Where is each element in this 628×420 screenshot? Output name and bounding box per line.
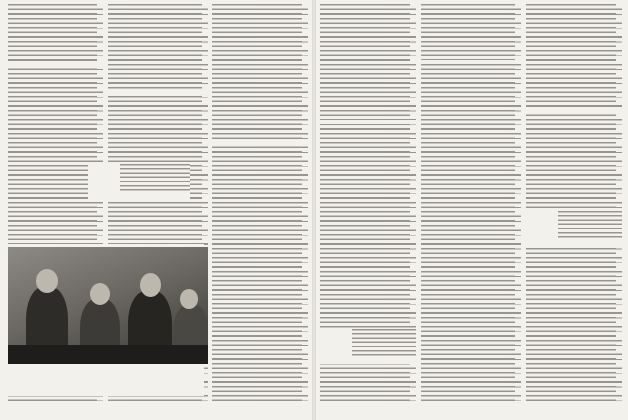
right-page-column-3 bbox=[526, 3, 622, 403]
class-secretary-address bbox=[120, 164, 190, 192]
class-heading-c bbox=[526, 210, 622, 246]
page-gutter bbox=[312, 0, 316, 420]
class-heading-b bbox=[320, 328, 416, 364]
photo-caption bbox=[8, 367, 208, 393]
class-heading-a bbox=[88, 163, 190, 201]
class-secretary-address bbox=[352, 329, 416, 357]
left-page-column-3 bbox=[212, 3, 308, 403]
group-photo bbox=[8, 247, 208, 364]
class-secretary-address bbox=[558, 211, 622, 239]
